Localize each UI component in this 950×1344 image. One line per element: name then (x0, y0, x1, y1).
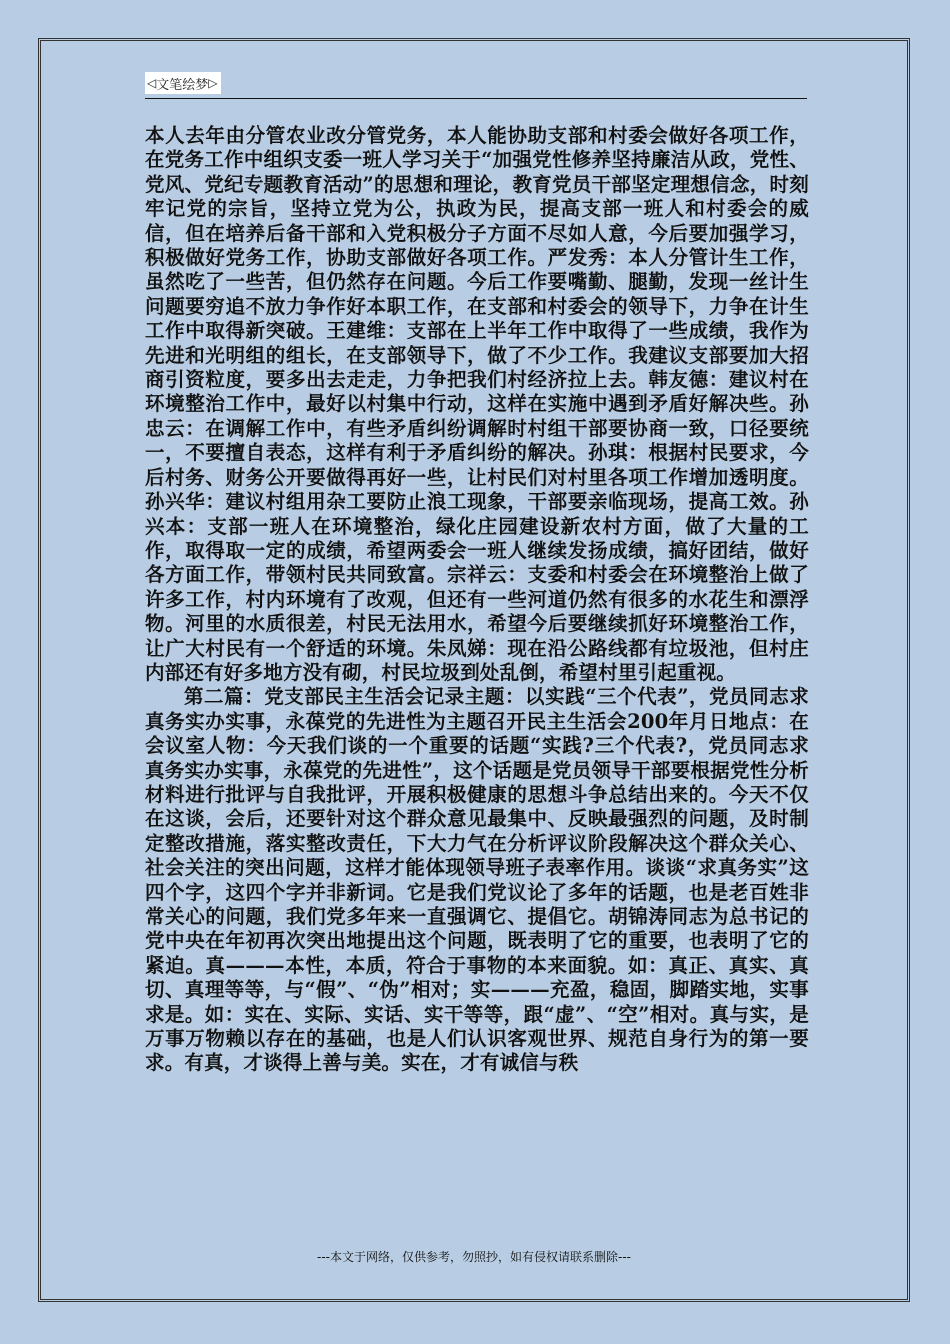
paragraph-1: 本人去年由分管农业改分管党务，本人能协助支部和村委会做好各项工作，在党务工作中组织支委一班人学习关于“加强党性修养坚持廉洁从政，党性、党风、党纪专题教育活动”的思想和理论，教育党员干部坚定理想信念，时刻牢记党的宗旨，坚持立党为公，执政为民，提高支部一班人和村委会的威信，但在培养后备干部和入党积极分子方面不尽如人意，今后要加强学习，积极做好党务工作，协助支部做好各项工作。严发秀：本人分管计生工作，虽然吃了一些苦，但仍然存在问题。今后工作要嘴勤、腿勤，发现一丝计生问题要穷追不放力争作好本职工作，在支部和村委会的领导下，力争在计生工作中取得新突破。王建维：支部在上半年工作中取得了一些成绩，我作为先进和光明组的组长，在支部领导下，做了不少工作。我建议支部要加大招商引资粒度，要多出去走走，力争把我们村经济拉上去。韩友德：建议村在环境整治工作中，最好以村集中行动，这样在实施中遇到矛盾好解决些。孙忠云：在调解工作中，有些矛盾纠纷调解时村组干部要协商一致，口径要统一，不要擅自表态，这样有利于矛盾纠纷的解决。孙琪：根据村民要求，今后村务、财务公开要做得再好一些，让村民们对村里各项工作增加透明度。孙兴华：建议村组用杂工要防止浪工现象，干部要亲临现场，提高工效。孙兴本：支部一班人在环境整治，绿化庄园建设新农村方面，做了大量的工作，取得取一定的成绩，希望两委会一班人继续发扬成绩，搞好团结，做好各方面工作，带领村民共同致富。宗祥云：支委和村委会在环境整治上做了许多工作，村内环境有了改观，但还有一些河道仍然有很多的水花生和漂浮物。河里的水质很差，村民无法用水，希望今后要继续抓好环境整治工作，让广大村民有一个舒适的环境。朱凤娣：现在沿公路线都有垃圾池，但村庄内部还有好多地方没有砌，村民垃圾到处乱倒，希望村里引起重视。 (145, 124, 809, 684)
brand-logo (145, 72, 221, 94)
triangle-right-icon: ▷ (208, 76, 218, 90)
brand-name: 文笔绘梦 (156, 77, 209, 93)
footer-notice: ---本文于网络，仅供参考，勿照抄，如有侵权请联系删除--- (317, 1250, 631, 1264)
triangle-left-icon: ◁ (147, 76, 157, 90)
document-body (145, 124, 809, 1076)
paragraph-2: 第二篇：党支部民主生活会记录主题：以实践“三个代表”，党员同志求真务实办实事，永葆党的先进性为主题召开民主生活会200年月日地点：在会议室人物：今天我们谈的一个重要的话题“实践?三个代表?，党员同志求真务实办实事，永葆党的先进性”，这个话题是党员领导干部要根据党性分析材料进行批评与自我批评，开展积极健康的思想斗争总结出来的。今天不仅在这谈，会后，还要针对这个群众意见最集中、反映最强烈的问题，及时制定整改措施，落实整改责任，下大力气在分析评议阶段解决这个群众关心、社会关注的突出问题，这样才能体现领导班子表率作用。谈谈“求真务实”这四个字，这四个字并非新词。它是我们党议论了多年的话题，也是老百姓非常关心的问题，我们党多年来一直强调它、提倡它。胡锦涛同志为总书记的党中央在年初再次突出地提出这个问题，既表明了它的重要，也表明了它的紧迫。真———本性，本质，符合于事物的本来面貌。如：真正、真实、真切、真理等等，与“假”、“伪”相对；实———充盈，稳固，脚踏实地，实事求是。如：实在、实际、实话、实干等等，跟“虚”、“空”相对。真与实，是万事万物赖以存在的基础，也是人们认识客观世界、规范自身行为的第一要求。有真，才谈得上善与美。实在，才有诚信与秩 (145, 685, 809, 1075)
page-header (145, 70, 807, 99)
